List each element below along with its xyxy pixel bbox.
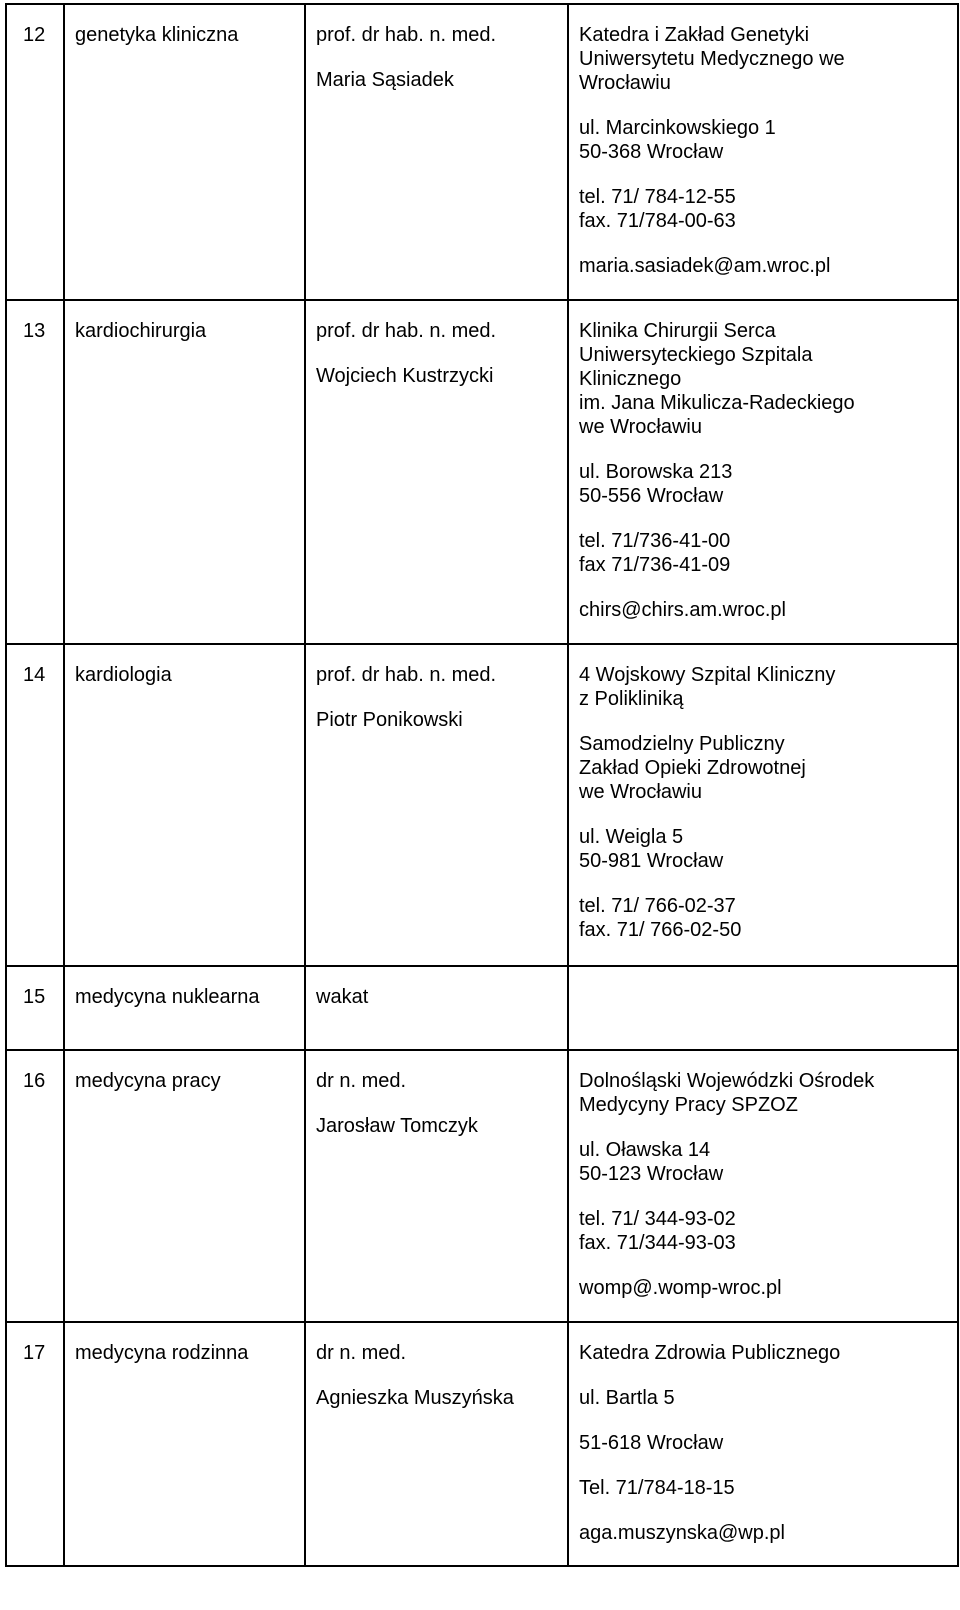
street: ul. Bartla 5 — [579, 1387, 675, 1409]
row-number: 13 — [6, 300, 64, 644]
email: womp@.womp-wroc.pl — [579, 1277, 782, 1299]
specialty: medycyna nuklearna — [64, 966, 305, 1050]
institution-subname — [579, 732, 957, 804]
institution-line: Wrocławiu — [579, 72, 671, 94]
institution-info — [568, 4, 958, 300]
academic-title: dr n. med. — [316, 1342, 407, 1364]
institution-name — [579, 1069, 957, 1117]
institution-info — [568, 1050, 958, 1322]
institution-info — [568, 300, 958, 644]
institution-info — [568, 966, 958, 1050]
specialty: medycyna pracy — [64, 1050, 305, 1322]
row-number: 14 — [6, 644, 64, 966]
phone: tel. 71/736-41-00 — [579, 530, 731, 552]
phones — [579, 894, 957, 942]
institution-line: 4 Wojskowy Szpital Kliniczny — [579, 664, 836, 686]
institution-name — [579, 319, 957, 439]
postal-city: 51-618 Wrocław — [579, 1432, 724, 1454]
institution-line: we Wrocławiu — [579, 416, 702, 438]
postal-city: 50-556 Wrocław — [579, 485, 724, 507]
row-number: 12 — [6, 4, 64, 300]
institution-line: Klinika Chirurgii Serca — [579, 320, 776, 342]
consultant-name: Wojciech Kustrzycki — [316, 365, 494, 387]
institution-line: z Polikliniką — [579, 688, 684, 710]
email: chirs@chirs.am.wroc.pl — [579, 599, 787, 621]
table-row — [6, 300, 958, 644]
fax: fax. 71/ 766-02-50 — [579, 919, 742, 941]
specialty: kardiologia — [64, 644, 305, 966]
institution-line: im. Jana Mikulicza-Radeckiego — [579, 392, 855, 414]
row-number: 15 — [6, 966, 64, 1050]
institution-line: we Wrocławiu — [579, 781, 702, 803]
postal-city: 50-368 Wrocław — [579, 141, 724, 163]
consultant-name: Jarosław Tomczyk — [316, 1115, 478, 1137]
academic-title: prof. dr hab. n. med. — [316, 320, 497, 342]
academic-title: dr n. med. — [316, 1070, 407, 1092]
address — [579, 116, 957, 164]
street: ul. Borowska 213 — [579, 461, 733, 483]
academic-title: prof. dr hab. n. med. — [316, 664, 497, 686]
table-row — [6, 4, 958, 300]
fax: fax. 71/784-00-63 — [579, 210, 736, 232]
address — [579, 1138, 957, 1186]
specialty: genetyka kliniczna — [64, 4, 305, 300]
phone: tel. 71/ 784-12-55 — [579, 186, 736, 208]
consultant-name: Piotr Ponikowski — [316, 709, 463, 731]
email: maria.sasiadek@am.wroc.pl — [579, 255, 831, 277]
postal-city: 50-981 Wrocław — [579, 850, 724, 872]
table-row — [6, 1050, 958, 1322]
phones — [579, 185, 957, 233]
postal-city: 50-123 Wrocław — [579, 1163, 724, 1185]
phone: Tel. 71/784-18-15 — [579, 1477, 735, 1499]
table-row — [6, 966, 958, 1050]
institution-line: Uniwersyteckiego Szpitala — [579, 344, 813, 366]
consultant — [305, 300, 568, 644]
institution-line: Medycyny Pracy SPZOZ — [579, 1094, 798, 1116]
specialty: medycyna rodzinna — [64, 1322, 305, 1566]
vacancy-status: wakat — [316, 986, 369, 1008]
address — [579, 825, 957, 873]
consultant — [305, 1050, 568, 1322]
institution-line: Katedra i Zakład Genetyki — [579, 24, 810, 46]
street: ul. Marcinkowskiego 1 — [579, 117, 776, 139]
institution-info — [568, 1322, 958, 1566]
consultant — [305, 4, 568, 300]
table-row — [6, 644, 958, 966]
consultant — [305, 1322, 568, 1566]
consultant-name: Agnieszka Muszyńska — [316, 1387, 514, 1409]
institution-name: Katedra Zdrowia Publicznego — [579, 1342, 841, 1364]
institution-line: Uniwersytetu Medycznego we — [579, 48, 845, 70]
specialty: kardiochirurgia — [64, 300, 305, 644]
street: ul. Weigla 5 — [579, 826, 684, 848]
academic-title: prof. dr hab. n. med. — [316, 24, 497, 46]
phones — [579, 1207, 957, 1255]
consultant — [305, 966, 568, 1050]
fax: fax 71/736-41-09 — [579, 554, 731, 576]
fax: fax. 71/344-93-03 — [579, 1232, 736, 1254]
table-row — [6, 1322, 958, 1566]
institution-name — [579, 663, 957, 711]
street: ul. Oławska 14 — [579, 1139, 711, 1161]
row-number: 16 — [6, 1050, 64, 1322]
institution-line: Dolnośląski Wojewódzki Ośrodek — [579, 1070, 875, 1092]
consultant — [305, 644, 568, 966]
phone: tel. 71/ 766-02-37 — [579, 895, 736, 917]
institution-line: Zakład Opieki Zdrowotnej — [579, 757, 806, 779]
institution-info — [568, 644, 958, 966]
specialists-table — [5, 3, 959, 1567]
institution-line: Samodzielny Publiczny — [579, 733, 785, 755]
institution-name — [579, 23, 957, 95]
phones — [579, 529, 957, 577]
consultant-name: Maria Sąsiadek — [316, 69, 454, 91]
row-number: 17 — [6, 1322, 64, 1566]
address — [579, 460, 957, 508]
email: aga.muszynska@wp.pl — [579, 1522, 785, 1544]
phone: tel. 71/ 344-93-02 — [579, 1208, 736, 1230]
institution-line: Klinicznego — [579, 368, 682, 390]
